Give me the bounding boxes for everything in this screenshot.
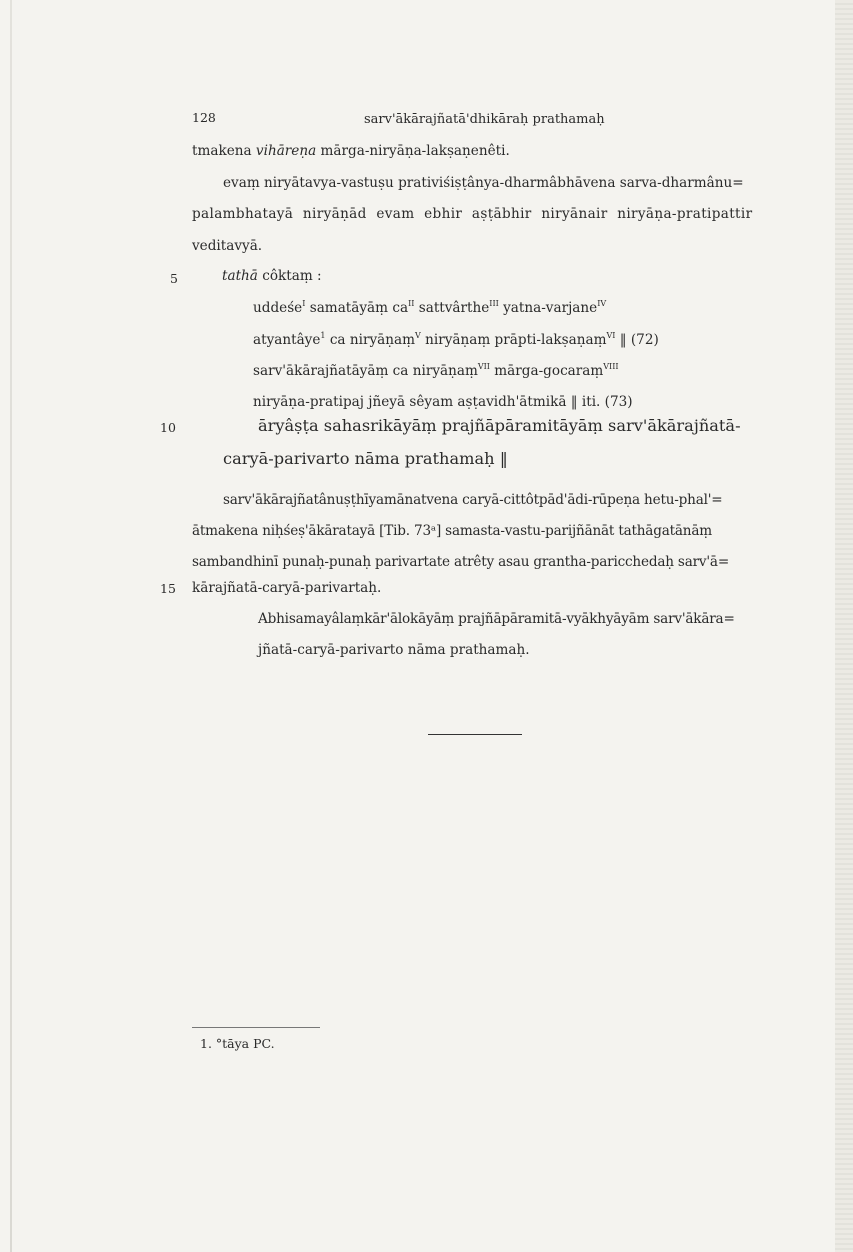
variant-marker: II bbox=[408, 299, 415, 308]
colophon-line-1: āryâṣṭa sahasrikāyāṃ prajñāpāramitāyāṃ sarv'ākārajñatā- bbox=[258, 416, 741, 435]
text-fragment: samatāyāṃ ca bbox=[305, 300, 409, 316]
variant-marker: VIII bbox=[603, 362, 619, 371]
paragraph-2-line-2: ātmakena niḥśeṣ'ākāratayā [Tib. 73ᵃ] samasta-vastu-parijñānāt tathāgatānāṃ bbox=[192, 523, 712, 539]
verse-line-1 bbox=[253, 299, 607, 316]
paragraph-2-line-4: kārajñatā-caryā-parivartaḥ. bbox=[192, 580, 382, 596]
italic-term: vihāreṇa bbox=[255, 143, 317, 159]
paragraph-3-line-2: jñatā-caryā-parivarto nāma prathamaḥ. bbox=[258, 642, 530, 658]
variant-marker: VII bbox=[477, 362, 490, 371]
colophon-line-2: caryā-parivarto nāma prathamaḥ ‖ bbox=[223, 449, 508, 468]
line-text: evaṃ niryātavya-vastuṣu prativiśiṣṭânya-dharmâbhāvena sarva-dharmânu= bbox=[223, 175, 744, 191]
verse-line-2 bbox=[253, 331, 659, 348]
text-fragment: sarv'ākārajñatāyāṃ ca niryāṇaṃ bbox=[253, 363, 478, 379]
paragraph-3-line-1: Abhisamayâlaṃkār'ālokāyāṃ prajñāpāramitā-vyākhyāyām sarv'ākāra= bbox=[258, 611, 735, 627]
paragraph-2-line-3: sambandhinī punaḥ-punaḥ parivartate atrêty asau grantha-paricchedaḥ sarv'ā= bbox=[192, 554, 730, 570]
text-fragment: côktaṃ : bbox=[257, 268, 322, 284]
text-fragment: niryāṇaṃ prāpti-lakṣaṇaṃ bbox=[420, 332, 607, 348]
text-fragment: ‖ (72) bbox=[615, 332, 659, 348]
end-rule bbox=[428, 734, 522, 735]
text-fragment: uddeśe bbox=[253, 300, 303, 316]
footnote-rule bbox=[192, 1027, 320, 1028]
italic-term: tathā bbox=[222, 268, 258, 284]
line-number: 5 bbox=[170, 271, 178, 286]
variant-marker: I bbox=[302, 299, 306, 308]
text-fragment: sattvârthe bbox=[414, 300, 490, 316]
footnote-marker: 1 bbox=[320, 331, 326, 340]
running-title: sarv'ākārajñatā'dhikāraḥ prathamaḥ bbox=[364, 112, 605, 127]
scan-edge-right bbox=[835, 0, 853, 1252]
footnote: 1. °tāya PC. bbox=[200, 1036, 275, 1051]
paragraph-2-line-1: sarv'ākārajñatânuṣṭhīyamānatvena caryā-cittôtpād'ādi-rūpeṇa hetu-phal'= bbox=[223, 492, 723, 508]
variant-marker: IV bbox=[597, 299, 607, 308]
paragraph-1-line-3: palambhatayā niryāṇād evam ebhir aṣṭābhir niryānair niryāṇa-pratipattir bbox=[192, 206, 753, 222]
paragraph-1-line-2 bbox=[223, 177, 812, 191]
text-fragment: ca niryāṇaṃ bbox=[325, 332, 415, 348]
text-fragment: mārga-gocaraṃ bbox=[489, 363, 604, 379]
text-fragment: mārga-niryāṇa-lakṣaṇenêti. bbox=[316, 143, 510, 159]
verse-intro bbox=[222, 270, 322, 284]
scan-edge-left bbox=[10, 0, 12, 1252]
variant-marker: III bbox=[489, 299, 499, 308]
line-number: 10 bbox=[160, 420, 176, 435]
line-number: 15 bbox=[160, 581, 176, 596]
text-fragment: atyantâye bbox=[253, 332, 321, 348]
text-fragment: yatna-varjane bbox=[498, 300, 598, 316]
page-number: 128 bbox=[192, 110, 216, 125]
paragraph-1-line-1 bbox=[192, 145, 510, 159]
text-fragment: tmakena bbox=[192, 143, 256, 159]
verse-line-3 bbox=[253, 362, 619, 379]
verse-line-4: niryāṇa-pratipaj jñeyā sêyam aṣṭavidh'ātmikā ‖ iti. (73) bbox=[253, 394, 633, 410]
variant-marker: V bbox=[415, 331, 421, 340]
variant-marker: VI bbox=[606, 331, 616, 340]
paragraph-1-line-4: veditavyā. bbox=[192, 238, 263, 254]
